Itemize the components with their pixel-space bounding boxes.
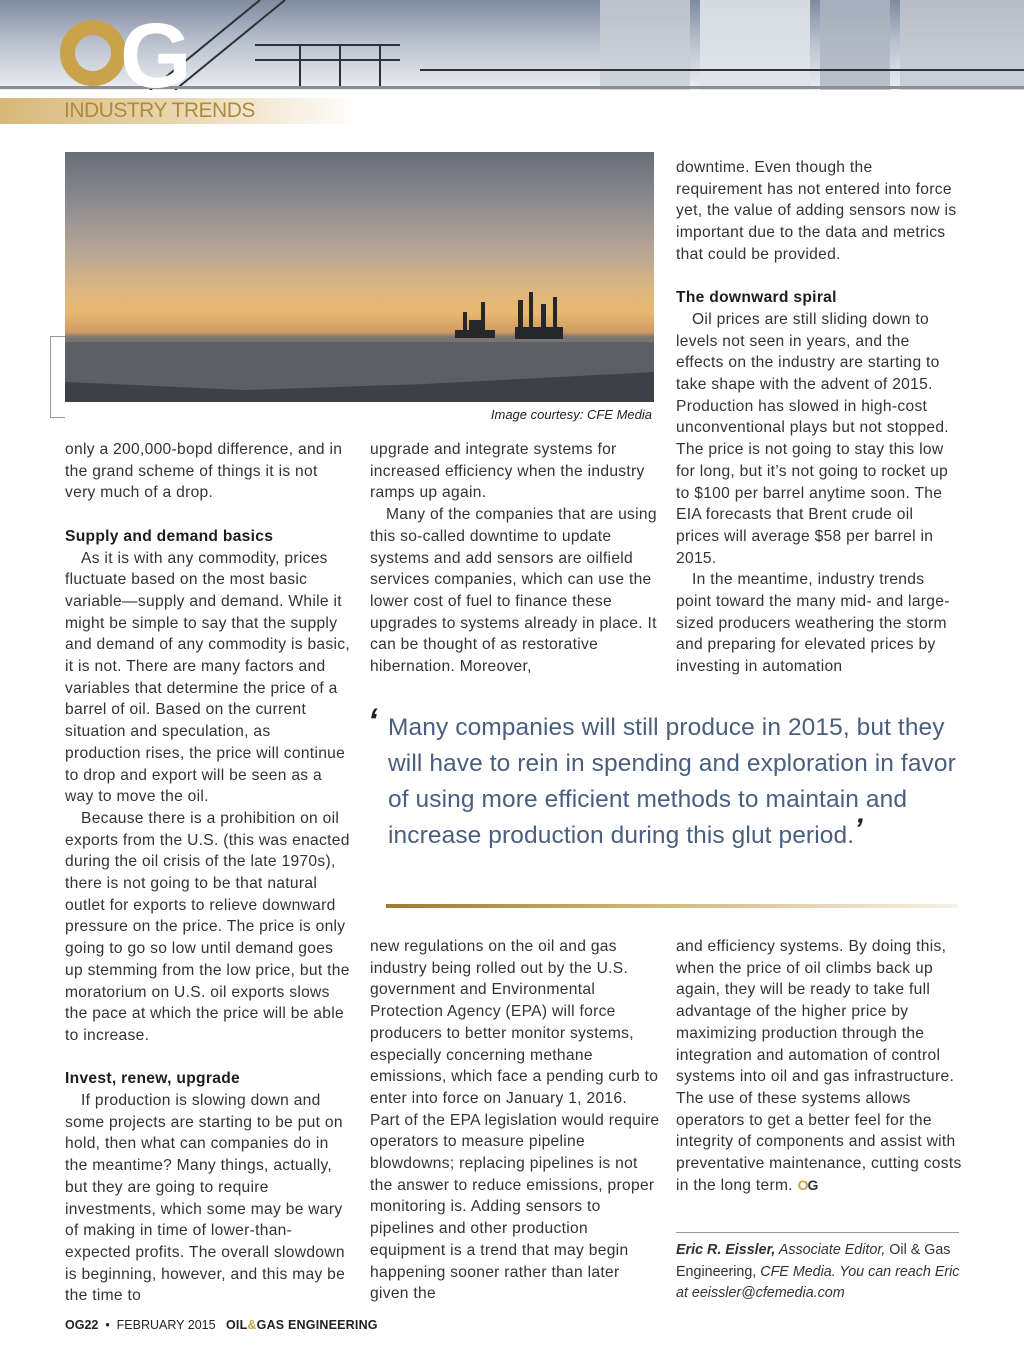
page-number: OG22 xyxy=(65,1318,99,1332)
col3-paragraph-3: In the meantime, industry trends point toward the many mid- and large-sized producers weathering the storm and preparing for elevated prices by investing in automation xyxy=(676,571,950,676)
brand-ampersand: & xyxy=(247,1318,257,1332)
page-footer xyxy=(65,1318,378,1332)
author-publication: Oil & Gas Engineering, xyxy=(676,1242,951,1280)
heading-supply-demand: Supply and demand basics xyxy=(65,527,274,545)
column-3-bottom xyxy=(676,936,964,1196)
author-contact: CFE Media. You can reach Eric at eeissler@cfemedia.com xyxy=(676,1263,960,1302)
col3-paragraph-2: Oil prices are still sliding down to levels not seen in years, and the effects on the industry are starting to take shape with the advent of 2015. Production has slowed in high-cost unconventional plays but not stopped. The price is not going to stay this low for long, but it’s not going to rocket up to $100 per barrel anytime soon. The EIA forecasts that Brent crude oil prices will average $58 per barrel in 2015. xyxy=(676,310,949,567)
section-title: INDUSTRY TRENDS xyxy=(64,99,255,122)
header-banner xyxy=(0,0,1024,90)
author-role: Associate Editor, xyxy=(775,1242,886,1258)
col2-paragraph-1: upgrade and integrate systems for increased efficiency when the industry ramps up again. xyxy=(370,441,645,502)
section-label xyxy=(0,98,360,124)
photo-frame-bracket xyxy=(50,336,65,418)
end-mark-logo xyxy=(798,1177,818,1193)
end-mark-o: O xyxy=(797,1176,808,1193)
author-bio xyxy=(676,1240,962,1305)
photo-caption: Image courtesy: CFE Media xyxy=(490,407,652,422)
pull-quote-text: Many companies will still produce in 2015, but they will have to rein in spending and exploration in favor of using more efficient methods to maintain and increase production during this glut period. xyxy=(388,714,956,849)
end-mark-g: G xyxy=(807,1176,818,1193)
quote-open-mark: ‘ xyxy=(368,702,378,740)
heading-downward-spiral: The downward spiral xyxy=(676,289,837,307)
brand-oil: OIL xyxy=(225,1318,248,1332)
col2-paragraph-2: Many of the companies that are using this so-called downtime to update systems and add sensors are oilfield services companies, which can use the lower cost of fuel to finance these upgrades to systems already in place. It can be thought of as restorative hibernation. Moreover, xyxy=(370,506,657,676)
col3-paragraph-1: downtime. Even though the requirement has not entered into force yet, the value of adding sensors now is important due to the data and metrics that could be provided. xyxy=(676,159,957,263)
footer-separator: • xyxy=(105,1318,110,1332)
column-3-top xyxy=(676,157,961,678)
bio-divider xyxy=(676,1232,959,1233)
col3-paragraph-4: and efficiency systems. By doing this, when the price of oil climbs back up again, they will be ready to take full advantage of the higher price by maximizing production through the integration and automation of control systems into oil and gas infrastructure. The use of these systems allows operators to get a better feel for the integrity of components and assist with preventative maintenance, cutting costs in the long term. xyxy=(676,938,962,1194)
oil-rig-silhouette xyxy=(65,152,654,402)
col1-paragraph-1: only a 200,000-bopd difference, and in the grand scheme of things it is not very much of a drop. xyxy=(65,441,343,502)
article-photo xyxy=(65,152,654,402)
publication-name xyxy=(226,1318,378,1332)
column-2-top xyxy=(370,439,657,678)
issue-date: FEBRUARY 2015 xyxy=(116,1318,216,1332)
col3-closing-paragraph xyxy=(676,936,964,1196)
logo-g: G xyxy=(120,5,188,90)
col1-paragraph-3: Because there is a prohibition on oil exports from the U.S. (this was enacted during the oil crisis of the late 1970s), there is not going to be that natural outlet for exports to relieve downward pressure on the price. The price is only going to go so low until demand goes up stemming from the low price, but the moratorium on U.S. oil exports slows the pace at which the price will be able to increase. xyxy=(65,809,350,1044)
col1-paragraph-2: As it is with any commodity, prices fluctuate based on the most basic variable—supply and demand. While it might be simple to say that the supply and demand of any commodity is basic, it is not. There are many factors and variables that determine the price of a barrel of oil. Based on the current situation and speculation, as production rises, the price will continue to drop and export will be seen as a way to move the oil. xyxy=(65,549,350,806)
author-name: Eric R. Eissler, xyxy=(676,1242,776,1258)
heading-invest: Invest, renew, upgrade xyxy=(65,1070,241,1088)
pull-quote xyxy=(388,710,958,854)
column-2-bottom xyxy=(370,936,660,1305)
logo-o-ring xyxy=(60,20,126,86)
column-1 xyxy=(65,439,350,1307)
quote-close-mark: ’ xyxy=(854,813,863,846)
col1-paragraph-4: If production is slowing down and some projects are starting to be put on hold, then what can companies do in the meantime? Many things, actually, but they are going to require investments, which some may be wary of making in time of lower-than-expected profits. The overall slowdown is beginning, however, and this may be the time to xyxy=(65,1092,346,1305)
quote-divider xyxy=(386,904,958,908)
brand-gas-engineering: GAS ENGINEERING xyxy=(256,1318,378,1332)
col2-paragraph-3: new regulations on the oil and gas industry being rolled out by the U.S. government and Environmental Protection Agency (EPA) will force producers to better monitor systems, especially concerning methane emissions, which face a pending curb to enter into force on January 1, 2016. Part of the EPA legislation would require operators to measure pipeline blowdowns; replacing pipelines is not the answer to reduce emissions, proper monitoring is. Adding sensors to pipelines and other production equipment is a trend that may begin happening sooner rather than later given the xyxy=(370,938,660,1303)
